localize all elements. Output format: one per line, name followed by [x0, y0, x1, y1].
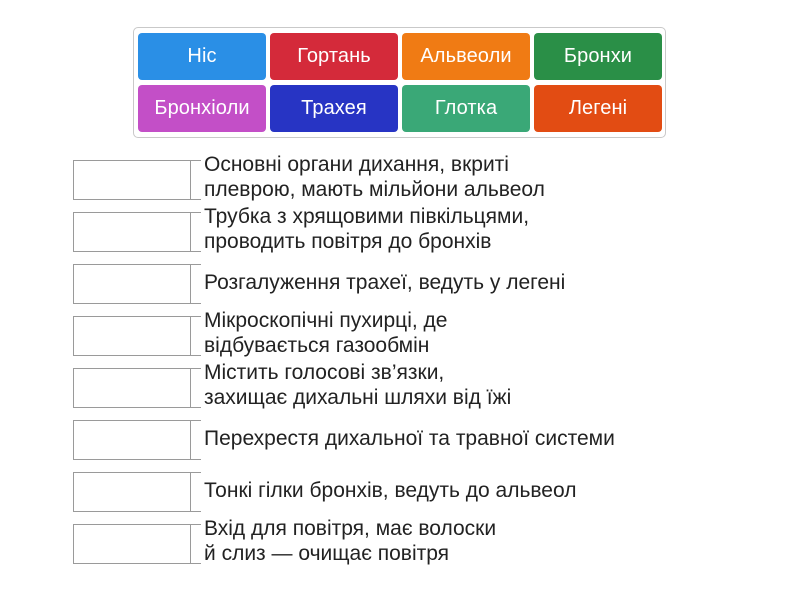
match-row	[73, 472, 773, 516]
drop-target[interactable]	[73, 160, 191, 200]
drop-target[interactable]	[73, 264, 191, 304]
row-description: Основні органи дихання, вкриті плеврою, мають мільйони альвеол	[204, 153, 545, 201]
answer-tile[interactable]: Бронхи	[534, 33, 662, 80]
answer-tile[interactable]: Трахея	[270, 85, 398, 132]
drop-target-connector	[191, 264, 201, 304]
drop-target[interactable]	[73, 472, 191, 512]
answer-tile[interactable]: Гортань	[270, 33, 398, 80]
row-description: Мікроскопічні пухирці, де відбувається газообмін	[204, 309, 448, 357]
drop-target-connector	[191, 368, 201, 408]
answer-tile[interactable]: Ніс	[138, 33, 266, 80]
answer-tile[interactable]: Глотка	[402, 85, 530, 132]
match-row	[73, 205, 773, 256]
drop-target-connector	[191, 316, 201, 356]
drop-target-connector	[191, 160, 201, 200]
row-description: Розгалуження трахеї, ведуть у легені	[204, 271, 566, 294]
drop-target[interactable]	[73, 524, 191, 564]
row-description: Перехрестя дихальної та травної системи	[204, 427, 615, 450]
answer-tile[interactable]: Легені	[534, 85, 662, 132]
match-row	[73, 361, 773, 412]
drop-target[interactable]	[73, 420, 191, 460]
match-row	[73, 264, 773, 308]
answer-tile[interactable]: Альвеоли	[402, 33, 530, 80]
match-row	[73, 517, 773, 568]
drop-target[interactable]	[73, 212, 191, 252]
drop-target[interactable]	[73, 316, 191, 356]
match-row	[73, 420, 773, 464]
match-row	[73, 153, 773, 204]
drop-target[interactable]	[73, 368, 191, 408]
row-description: Тонкі гілки бронхів, ведуть до альвеол	[204, 479, 577, 502]
row-description: Містить голосові зв’язки, захищає дихальні шляхи від їжі	[204, 361, 512, 409]
row-description: Трубка з хрящовими півкільцями, проводить повітря до бронхів	[204, 205, 530, 253]
drop-target-connector	[191, 420, 201, 460]
match-row	[73, 309, 773, 360]
row-description: Вхід для повітря, має волоски й слиз — очищає повітря	[204, 517, 497, 565]
answer-tile[interactable]: Бронхіоли	[138, 85, 266, 132]
drop-target-connector	[191, 472, 201, 512]
answer-bank	[133, 27, 666, 138]
drop-target-connector	[191, 212, 201, 252]
drop-target-connector	[191, 524, 201, 564]
